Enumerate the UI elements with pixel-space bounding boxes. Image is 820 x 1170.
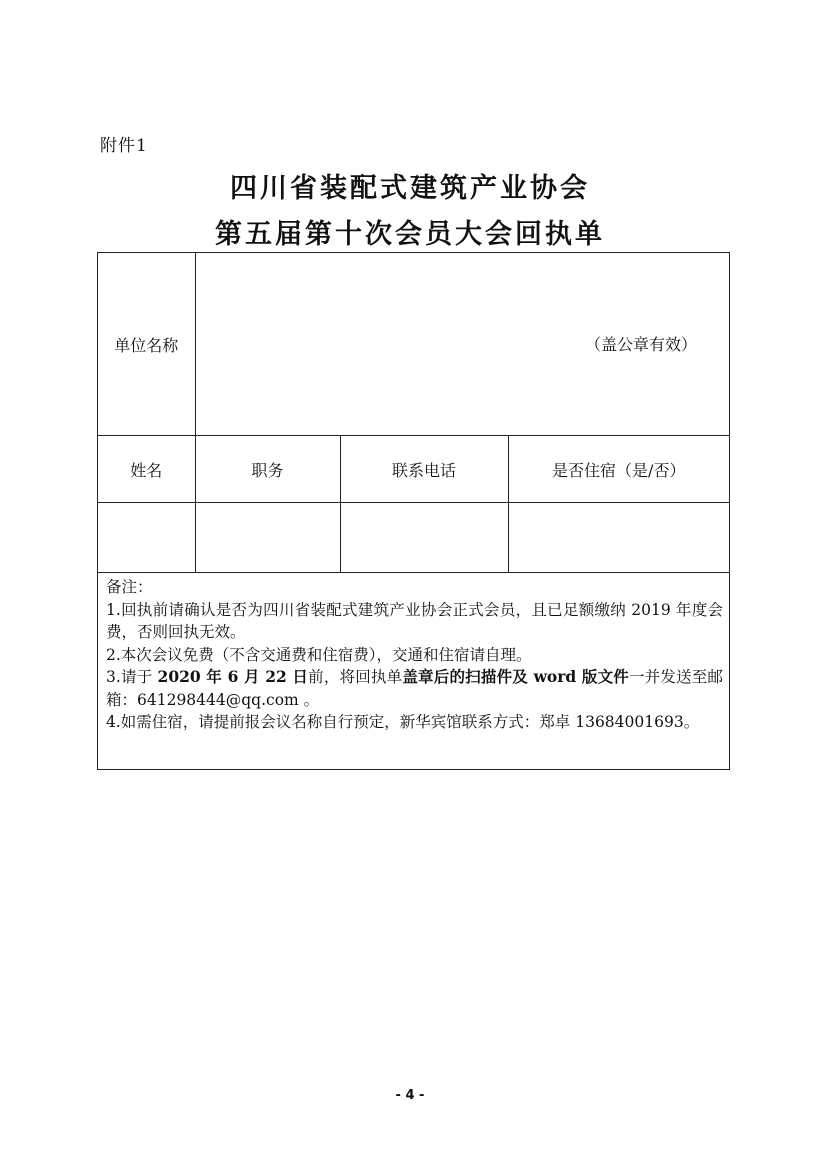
receipt-form: [97, 252, 730, 770]
note-2: 2.本次会议免费（不含交通费和住宿费），交通和住宿请自理。: [106, 645, 532, 664]
header-accommodation: 是否住宿（是/否）: [508, 436, 729, 503]
note-3-bold: 盖章后的扫描件及 word 版文件: [402, 667, 629, 686]
org-name-field[interactable]: [195, 253, 729, 436]
entry-row: [98, 503, 729, 573]
entry-accommodation-cell[interactable]: [508, 503, 729, 573]
note-4: 4.如需住宿，请提前报会议名称自行预定，新华宾馆联系方式：郑卓 13684001693。: [106, 713, 700, 731]
entry-position-cell[interactable]: [195, 503, 340, 573]
document-title-line1: 四川省装配式建筑产业协会: [230, 173, 590, 204]
attachment-label: 附件1: [100, 136, 148, 156]
seal-note: （盖公章有效）: [584, 334, 697, 354]
org-name-label: 单位名称: [98, 253, 195, 436]
note-3-post: 一并发送至邮箱：641298444@qq.com 。: [106, 668, 723, 709]
page-number: - 4 -: [395, 1088, 425, 1103]
notes-section: [98, 573, 729, 734]
note-1: 1.回执前请确认是否为四川省装配式建筑产业协会正式会员，且已足额缴纳 2019 年度会费，否则回执无效。: [106, 600, 723, 641]
note-3-date: 2020 年 6 月 22 日: [157, 667, 309, 686]
header-position: 职务: [195, 436, 340, 503]
entry-name-cell[interactable]: [98, 503, 195, 573]
header-name: 姓名: [98, 436, 195, 503]
entry-phone-cell[interactable]: [340, 503, 508, 573]
header-phone: 联系电话: [340, 436, 508, 503]
document-title-line2: 第五届第十次会员大会回执单: [215, 219, 605, 250]
org-row: [98, 253, 729, 436]
header-row: [98, 436, 729, 503]
note-3: [106, 666, 723, 711]
note-3-pre: 3.请于: [106, 668, 158, 686]
receipt-table: [98, 253, 729, 573]
note-3-mid: 前，将回执单: [308, 668, 403, 686]
notes-title: 备注：: [106, 578, 153, 596]
